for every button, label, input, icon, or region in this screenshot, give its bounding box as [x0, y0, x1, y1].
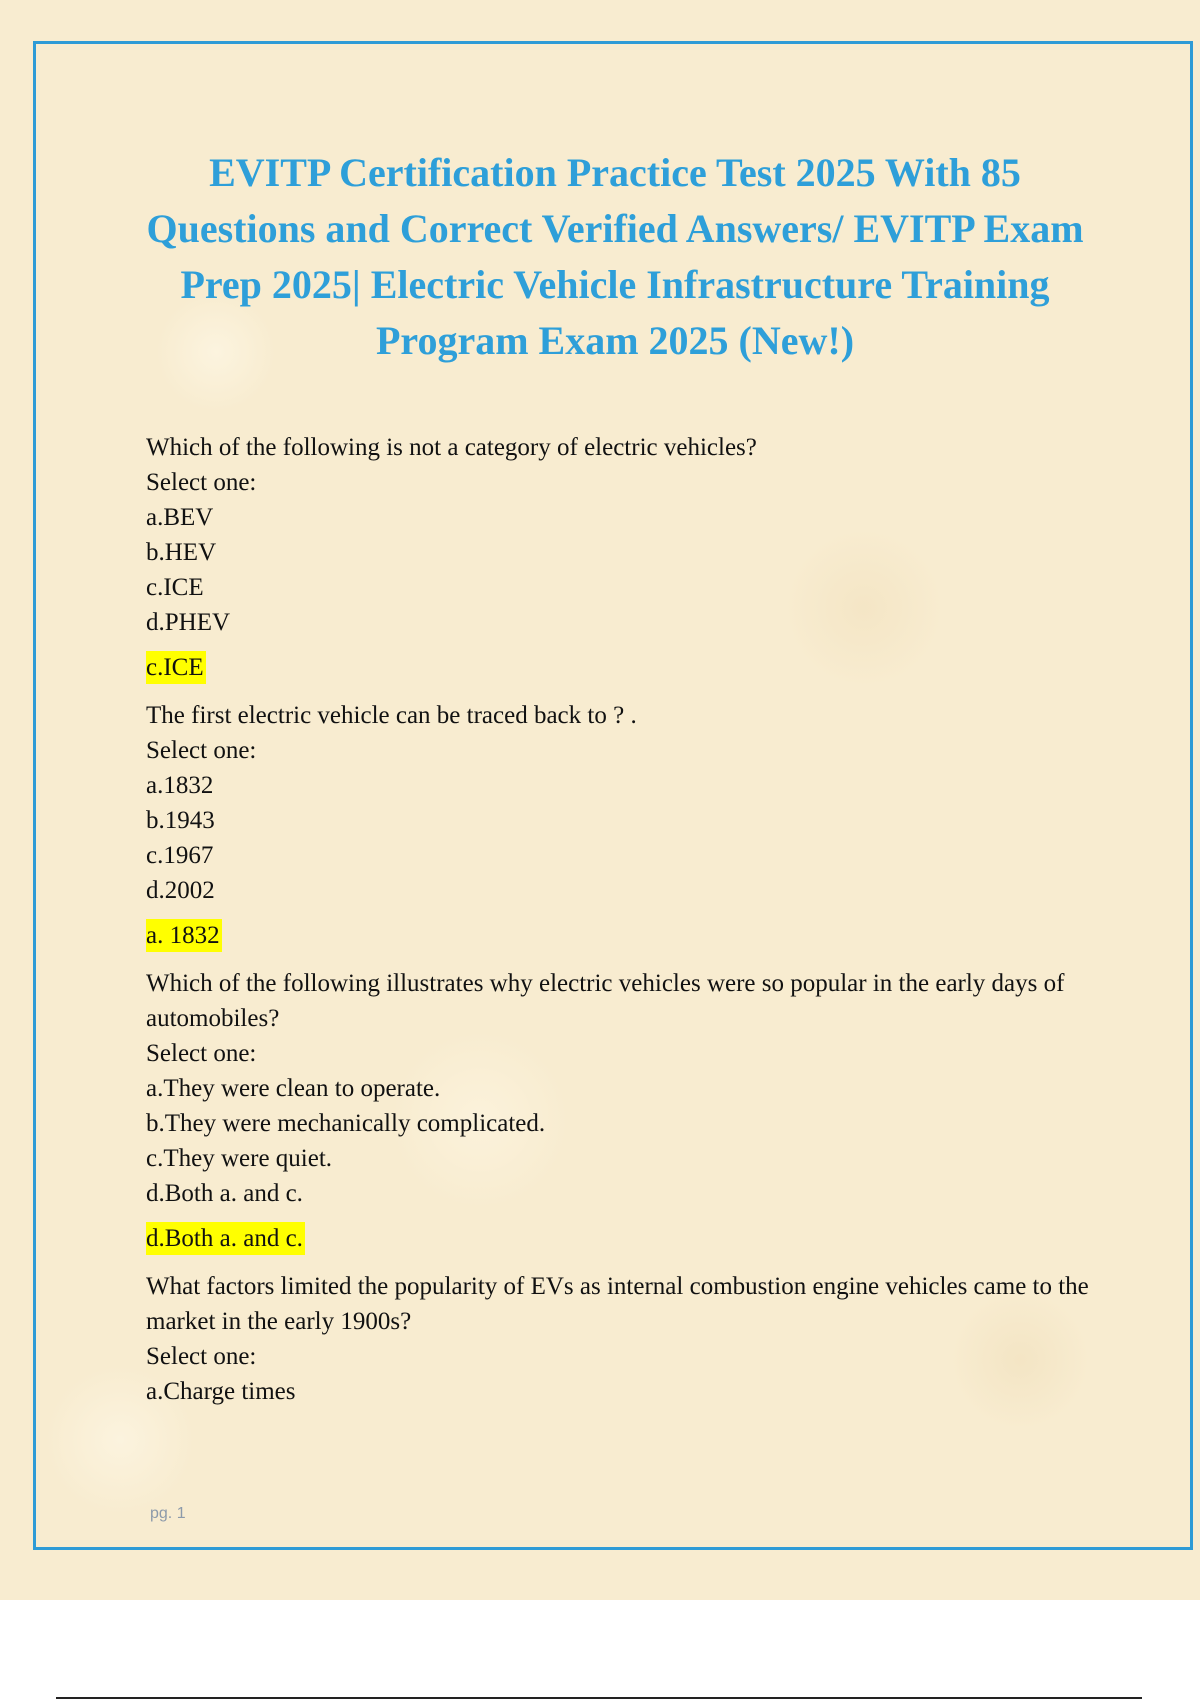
- question-text: The first electric vehicle can be traced back to ? .: [146, 702, 637, 729]
- option-c: c.1967: [146, 842, 214, 869]
- option-d: d.2002: [146, 877, 215, 904]
- option-d: d.Both a. and c.: [146, 1180, 303, 1207]
- page-number: pg. 1: [150, 1505, 186, 1522]
- question-3: [146, 966, 1096, 1255]
- highlighted-answer: d.Both a. and c.: [146, 1222, 305, 1255]
- select-one-label: Select one:: [146, 469, 257, 496]
- option-d: d.PHEV: [146, 609, 231, 636]
- question-text: Which of the following illustrates why electric vehicles were so popular in the early days of automobiles?: [146, 970, 1065, 1032]
- question-text: What factors limited the popularity of EVs as internal combustion engine vehicles came to the market in the early 1900s?: [146, 1273, 1089, 1335]
- option-a: a.1832: [146, 772, 214, 799]
- option-b: b.They were mechanically complicated.: [146, 1110, 546, 1137]
- select-one-label: Select one:: [146, 1040, 257, 1067]
- highlighted-answer: a. 1832: [146, 919, 222, 952]
- question-list: [146, 430, 1096, 1423]
- option-b: b.HEV: [146, 539, 217, 566]
- question-text: Which of the following is not a category of electric vehicles?: [146, 434, 757, 461]
- select-one-label: Select one:: [146, 1343, 257, 1370]
- footer-divider: [56, 1697, 1142, 1699]
- question-2: [146, 698, 1096, 952]
- question-1: [146, 430, 1096, 684]
- option-a: a.BEV: [146, 504, 214, 531]
- option-a: a.Charge times: [146, 1378, 296, 1405]
- question-4: [146, 1269, 1096, 1409]
- select-one-label: Select one:: [146, 737, 257, 764]
- option-c: c.ICE: [146, 574, 204, 601]
- document-title: EVITP Certification Practice Test 2025 With 85 Questions and Correct Verified Answers/ EVITP Exam Prep 2025| Electric Vehicle Infrastructure Training Program Exam 2025 (New!): [146, 150, 1084, 363]
- option-c: c.They were quiet.: [146, 1145, 333, 1172]
- option-b: b.1943: [146, 807, 215, 834]
- highlighted-answer: c.ICE: [146, 651, 206, 684]
- option-a: a.They were clean to operate.: [146, 1075, 441, 1102]
